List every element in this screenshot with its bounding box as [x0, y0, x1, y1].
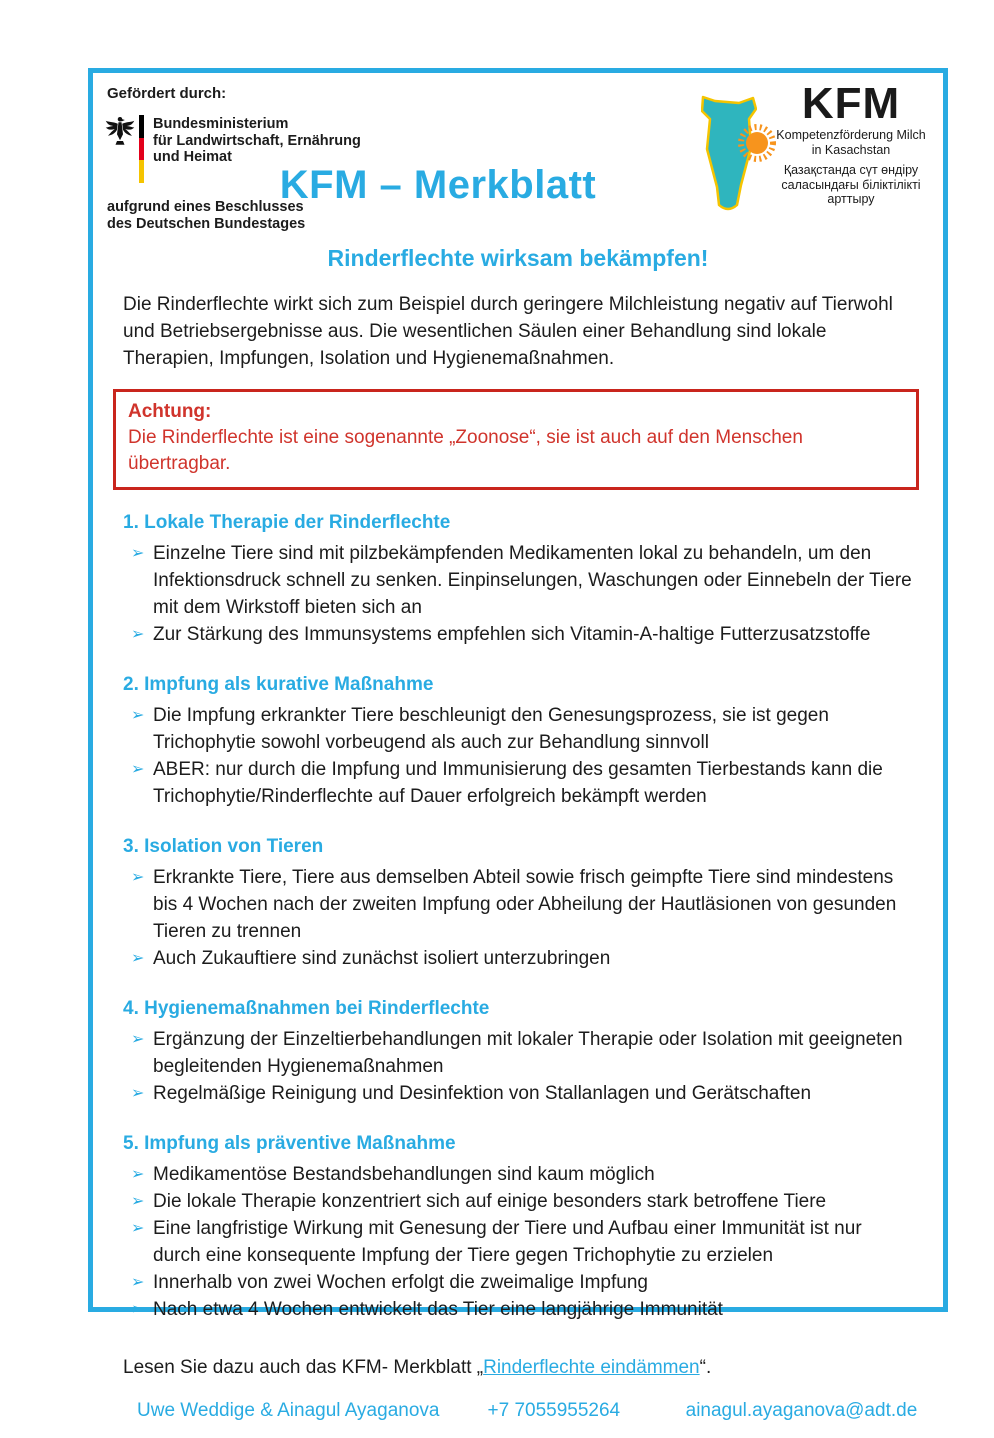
bullet-text: Nach etwa 4 Wochen entwickelt das Tier eine langjährige Immunität	[153, 1299, 723, 1320]
bullet-arrow-icon: ➢	[131, 761, 145, 778]
list-item	[123, 1026, 913, 1080]
decree-line: aufgrund eines Beschlusses	[107, 199, 304, 215]
list-item	[123, 1269, 913, 1296]
kfm-logo	[695, 77, 939, 227]
closing-line	[123, 1354, 913, 1381]
warning-text: Die Rinderflechte ist eine sogenannte „Zoonose“, sie ist auch auf den Menschen übertragbar.	[128, 427, 803, 474]
warning-title: Achtung:	[128, 401, 212, 422]
list-item	[123, 1161, 913, 1188]
ministry-line: und Heimat	[153, 149, 232, 165]
bullet-arrow-icon: ➢	[131, 950, 145, 967]
section-hygiene	[123, 997, 913, 1107]
list-item	[123, 945, 913, 972]
footer-phone: +7 7055955264	[487, 1400, 621, 1421]
bullet-arrow-icon: ➢	[131, 1193, 145, 1210]
bullet-arrow-icon: ➢	[131, 545, 145, 562]
funding-label: Gefördert durch:	[107, 85, 227, 102]
bullet-text: Die Impfung erkrankter Tiere beschleunigt den Genesungsprozess, sie ist gegen Trichophytie sowohl vorbeugend als auch zur Behandlung sinnvoll	[153, 705, 829, 753]
bullet-arrow-icon: ➢	[131, 1031, 145, 1048]
section-impfung-praeventiv	[123, 1132, 913, 1323]
merkblatt-link[interactable]: Rinderflechte eindämmen	[483, 1357, 700, 1378]
bullet-arrow-icon: ➢	[131, 1220, 145, 1237]
section-heading: 4. Hygienemaßnahmen bei Rinderflechte	[123, 998, 490, 1019]
list-item	[123, 621, 913, 648]
section-impfung-kurativ	[123, 673, 913, 810]
kfm-subtitle-de: Kompetenzförderung Milch in Kasachstan	[776, 128, 926, 157]
list-item	[123, 756, 913, 810]
intro-paragraph: Die Rinderflechte wirkt sich zum Beispiel durch geringere Milchleistung negativ auf Tierwohl und Betriebsergebnisse aus. Die wesentlichen Säulen einer Behandlung sind lokale Therapien, Impfungen, Isolation und Hygienemaßnahmen.	[123, 294, 893, 369]
section-heading: 5. Impfung als präventive Maßnahme	[123, 1133, 456, 1154]
document-header	[93, 73, 943, 291]
list-item	[123, 540, 913, 621]
bullet-arrow-icon: ➢	[131, 626, 145, 643]
footer-authors: Uwe Weddige & Ainagul Ayaganova	[137, 1400, 440, 1421]
section-lokale-therapie	[123, 511, 913, 648]
ministry-line: Bundesministerium	[153, 116, 289, 132]
bullet-text: Eine langfristige Wirkung mit Genesung der Tiere und Aufbau einer Immunität ist nur durch eine konsequente Impfung der Tiere gegen Trichophytie zu erzielen	[153, 1218, 862, 1266]
bullet-arrow-icon: ➢	[131, 1085, 145, 1102]
ministry-line: für Landwirtschaft, Ernährung	[153, 132, 361, 149]
bullet-text: Einzelne Tiere sind mit pilzbekämpfenden Medikamenten lokal zu behandeln, um den Infektionsdruck schnell zu senken. Einpinselungen, Waschungen oder Einnebeln der Tiere mit dem Wirkstoff bieten sich an	[153, 543, 912, 618]
page-subtitle: Rinderflechte wirksam bekämpfen!	[327, 245, 709, 271]
bullet-arrow-icon: ➢	[131, 707, 145, 724]
bullet-text: Ergänzung der Einzeltierbehandlungen mit lokaler Therapie oder Isolation mit geeigneten begleitenden Hygienemaßnahmen	[153, 1029, 903, 1077]
section-heading: 2. Impfung als kurative Maßnahme	[123, 674, 434, 695]
footer-contacts	[123, 1400, 918, 1438]
footer-email: ainagul.ayaganova@adt.de	[685, 1400, 918, 1421]
bullet-arrow-icon: ➢	[131, 1274, 145, 1291]
list-item	[123, 702, 913, 756]
kfm-logo-text	[763, 79, 939, 207]
federal-eagle-icon	[105, 115, 135, 149]
list-item	[123, 1215, 913, 1269]
section-heading: 1. Lokale Therapie der Rinderflechte	[123, 512, 451, 533]
list-item	[123, 1296, 913, 1323]
kfm-acronym: KFM	[801, 79, 901, 128]
sun-icon	[733, 119, 781, 167]
bullet-text: Erkrankte Tiere, Tiere aus demselben Abteil sowie frisch geimpfte Tiere sind mindestens bis 4 Wochen nach der zweiten Impfung oder Abheilung der Hautläsionen von gesunden Tieren zu trennen	[153, 867, 897, 942]
section-heading: 3. Isolation von Tieren	[123, 836, 324, 857]
bullet-text: Auch Zukauftiere sind zunächst isoliert unterzubringen	[153, 948, 611, 969]
bullet-text: Medikamentöse Bestandsbehandlungen sind kaum möglich	[153, 1164, 655, 1185]
document-content	[93, 291, 943, 1438]
kfm-subtitle-kk: Қазақстанда сүт өндіру саласындағы біліктілікті арттыру	[781, 163, 921, 206]
bullet-arrow-icon: ➢	[131, 869, 145, 886]
document-sheet	[88, 68, 948, 1421]
section-isolation	[123, 835, 913, 972]
list-item	[123, 1080, 913, 1107]
bullet-text: Innerhalb von zwei Wochen erfolgt die zweimalige Impfung	[153, 1272, 648, 1293]
bullet-text: Die lokale Therapie konzentriert sich auf einige besonders stark betroffene Tiere	[153, 1191, 827, 1212]
warning-box	[113, 389, 919, 490]
list-item	[123, 864, 913, 945]
decree-line: des Deutschen Bundestages	[107, 216, 306, 232]
bullet-text: Zur Stärkung des Immunsystems empfehlen sich Vitamin-A-haltige Futterzusatzstoffe	[153, 624, 871, 645]
bullet-arrow-icon: ➢	[131, 1301, 145, 1318]
bullet-arrow-icon: ➢	[131, 1166, 145, 1183]
page-title: KFM – Merkblatt	[279, 163, 597, 207]
closing-suffix: “.	[699, 1357, 712, 1378]
bullet-text: ABER: nur durch die Impfung und Immunisierung des gesamten Tierbestands kann die Trichophytie/Rinderflechte auf Dauer erfolgreich bekämpft werden	[153, 759, 883, 807]
closing-prefix: Lesen Sie dazu auch das KFM- Merkblatt „	[123, 1357, 484, 1378]
list-item	[123, 1188, 913, 1215]
bullet-text: Regelmäßige Reinigung und Desinfektion von Stallanlagen und Gerätschaften	[153, 1083, 812, 1104]
kazakh-german-stripe	[751, 79, 757, 221]
